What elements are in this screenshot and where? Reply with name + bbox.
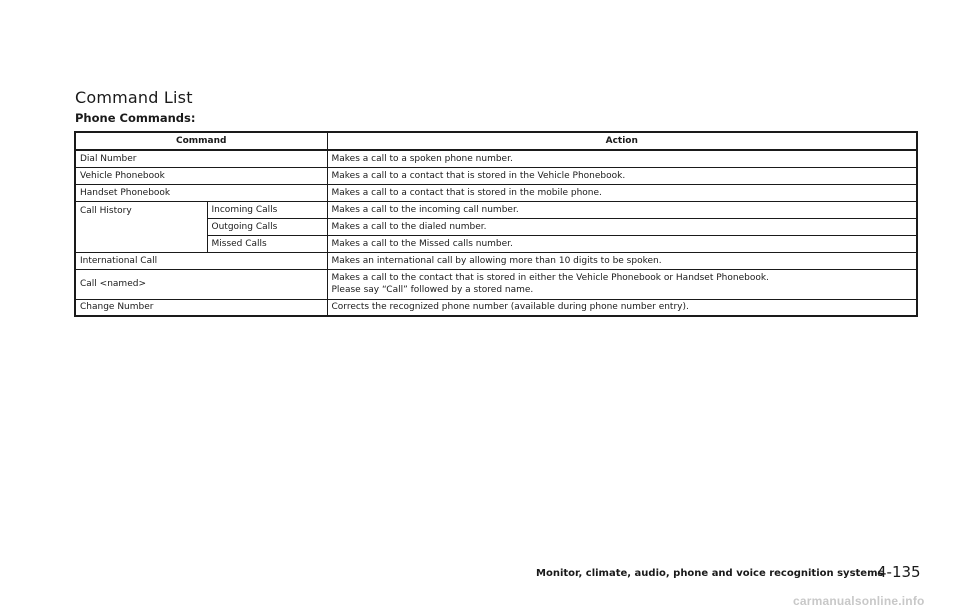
command-cell: International Call	[75, 252, 327, 269]
subcommand-cell: Incoming Calls	[207, 201, 327, 218]
action-cell: Corrects the recognized phone number (available during phone number entry).	[327, 299, 917, 316]
phone-commands-table	[74, 131, 918, 317]
table-row	[75, 184, 917, 201]
command-cell: Call History	[75, 201, 207, 252]
action-line: Makes a call to the contact that is stored in either the Vehicle Phonebook or Handset Phonebook.	[331, 273, 769, 283]
action-cell: Makes an international call by allowing more than 10 digits to be spoken.	[327, 252, 917, 269]
action-cell: Makes a call to a contact that is stored in the Vehicle Phonebook.	[327, 167, 917, 184]
section-title: Command List	[75, 88, 193, 107]
table-row	[75, 299, 917, 316]
action-cell: Makes a call to the dialed number.	[327, 218, 917, 235]
action-cell: Makes a call to the incoming call number.	[327, 201, 917, 218]
table-row	[75, 150, 917, 167]
subcommand-cell: Missed Calls	[207, 235, 327, 252]
action-cell: Makes a call to a contact that is stored in the mobile phone.	[327, 184, 917, 201]
command-cell: Dial Number	[75, 150, 327, 167]
command-cell: Handset Phonebook	[75, 184, 327, 201]
action-cell	[327, 269, 917, 299]
table-row	[75, 201, 917, 218]
footer-section-name: Monitor, climate, audio, phone and voice recognition systems	[536, 568, 884, 579]
header-command: Command	[75, 132, 327, 150]
table-row	[75, 269, 917, 299]
watermark-text: carmanualsonline.info	[793, 594, 925, 608]
header-action: Action	[327, 132, 917, 150]
action-line: Please say “Call” followed by a stored name.	[331, 285, 534, 295]
command-cell: Change Number	[75, 299, 327, 316]
table-row	[75, 167, 917, 184]
subcommand-cell: Outgoing Calls	[207, 218, 327, 235]
action-cell: Makes a call to a spoken phone number.	[327, 150, 917, 167]
page-number: 4-135	[877, 563, 921, 581]
action-cell: Makes a call to the Missed calls number.	[327, 235, 917, 252]
command-cell: Vehicle Phonebook	[75, 167, 327, 184]
table-row	[75, 252, 917, 269]
sub-title: Phone Commands:	[75, 111, 196, 125]
command-cell: Call <named>	[75, 269, 327, 299]
table-header-row	[75, 132, 917, 150]
